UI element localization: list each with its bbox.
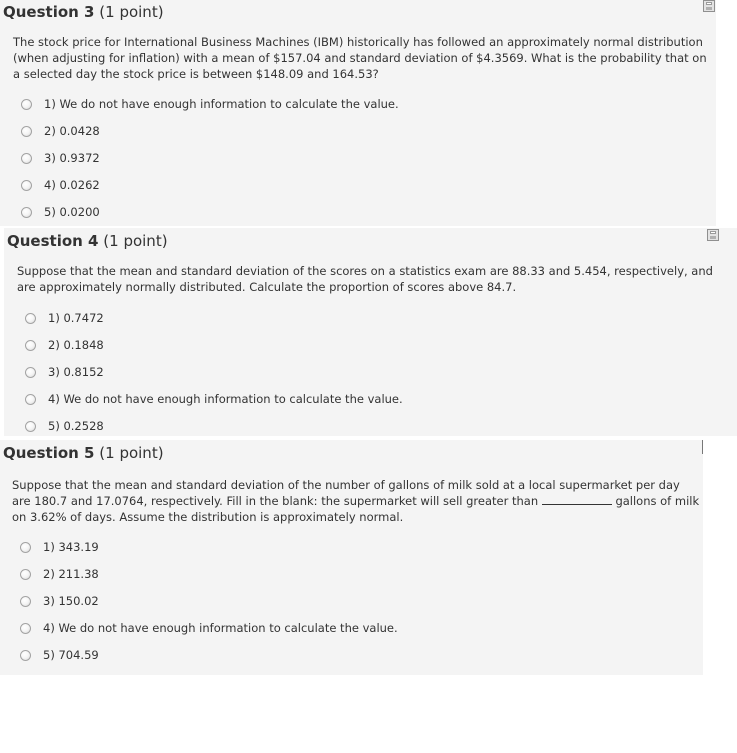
choice-label: 2) 0.0428: [44, 124, 100, 138]
question-5-heading: [3, 444, 164, 462]
question-points: (1 point): [103, 232, 168, 250]
choice-label: 4) We do not have enough information to calculate the value.: [43, 621, 398, 635]
question-prompt: The stock price for International Business Machines (IBM) historically has followed an approximately normal distribution (when adjusting for inflation) with a mean of $157.04 and standard deviation of $4.3569. What is the probability that on a selected day the stock price is between $148.09 and 164.53?: [13, 35, 707, 81]
radio-button[interactable]: [20, 623, 31, 634]
question-title: Question 4: [7, 232, 99, 250]
question-prompt: [12, 477, 702, 525]
radio-button[interactable]: [20, 650, 31, 661]
radio-button[interactable]: [25, 340, 36, 351]
choice-label: 5) 704.59: [43, 648, 99, 662]
choice-3[interactable]: [21, 148, 100, 168]
question-3-panel: [0, 0, 716, 226]
choice-3[interactable]: [20, 591, 99, 611]
choice-label: 3) 0.8152: [48, 365, 104, 379]
choice-label: 2) 211.38: [43, 567, 99, 581]
prompt-text-part-1: Suppose that the mean and standard deviation of the number of gallons of milk sold at a local supermarket per day are 180.7 and 17.0764, respectively. Fill in the blank: the supermarket will sell greater than: [12, 478, 680, 508]
choice-1[interactable]: [20, 537, 99, 557]
choice-4[interactable]: [25, 389, 403, 409]
choice-1[interactable]: [21, 94, 399, 114]
choice-3[interactable]: [25, 362, 104, 382]
question-3-heading: [3, 3, 164, 21]
radio-button[interactable]: [21, 153, 32, 164]
radio-button[interactable]: [20, 542, 31, 553]
choice-label: 2) 0.1848: [48, 338, 104, 352]
radio-button[interactable]: [21, 207, 32, 218]
radio-button[interactable]: [25, 367, 36, 378]
choice-label: 1) 0.7472: [48, 311, 104, 325]
radio-button[interactable]: [21, 126, 32, 137]
choice-4[interactable]: [20, 618, 398, 638]
question-title: Question 5: [3, 444, 95, 462]
save-icon[interactable]: [703, 0, 715, 12]
question-prompt: Suppose that the mean and standard deviation of the scores on a statistics exam are 88.33 and 5.454, respectively, and are approximately normally distributed. Calculate the proportion of scores above 84.7.: [17, 264, 713, 294]
choice-2[interactable]: [20, 564, 99, 584]
radio-button[interactable]: [21, 180, 32, 191]
choice-label: 4) 0.0262: [44, 178, 100, 192]
question-title: Question 3: [3, 3, 95, 21]
choice-label: 3) 0.9372: [44, 151, 100, 165]
radio-button[interactable]: [25, 313, 36, 324]
divider: [702, 440, 703, 454]
choice-label: 1) 343.19: [43, 540, 99, 554]
radio-button[interactable]: [25, 394, 36, 405]
choice-label: 1) We do not have enough information to calculate the value.: [44, 97, 399, 111]
prompt-text-part-2: gallons of milk on 3.62% of days. Assume the distribution is approximately normal.: [12, 494, 700, 524]
choice-4[interactable]: [21, 175, 100, 195]
save-icon[interactable]: [707, 229, 719, 241]
question-4-panel: [4, 228, 737, 436]
fill-in-blank: [542, 494, 612, 505]
radio-button[interactable]: [25, 421, 36, 432]
choice-5[interactable]: [20, 645, 99, 665]
choice-5[interactable]: [21, 202, 100, 222]
choice-label: 4) We do not have enough information to calculate the value.: [48, 392, 403, 406]
choice-label: 5) 0.0200: [44, 205, 100, 219]
choice-label: 3) 150.02: [43, 594, 99, 608]
choice-1[interactable]: [25, 308, 104, 328]
choice-2[interactable]: [21, 121, 100, 141]
radio-button[interactable]: [20, 569, 31, 580]
question-4-heading: [7, 232, 168, 250]
choice-5[interactable]: [25, 416, 104, 436]
choice-2[interactable]: [25, 335, 104, 355]
choice-label: 5) 0.2528: [48, 419, 104, 433]
question-points: (1 point): [99, 3, 164, 21]
question-5-panel: [0, 440, 703, 675]
question-points: (1 point): [99, 444, 164, 462]
radio-button[interactable]: [20, 596, 31, 607]
radio-button[interactable]: [21, 99, 32, 110]
